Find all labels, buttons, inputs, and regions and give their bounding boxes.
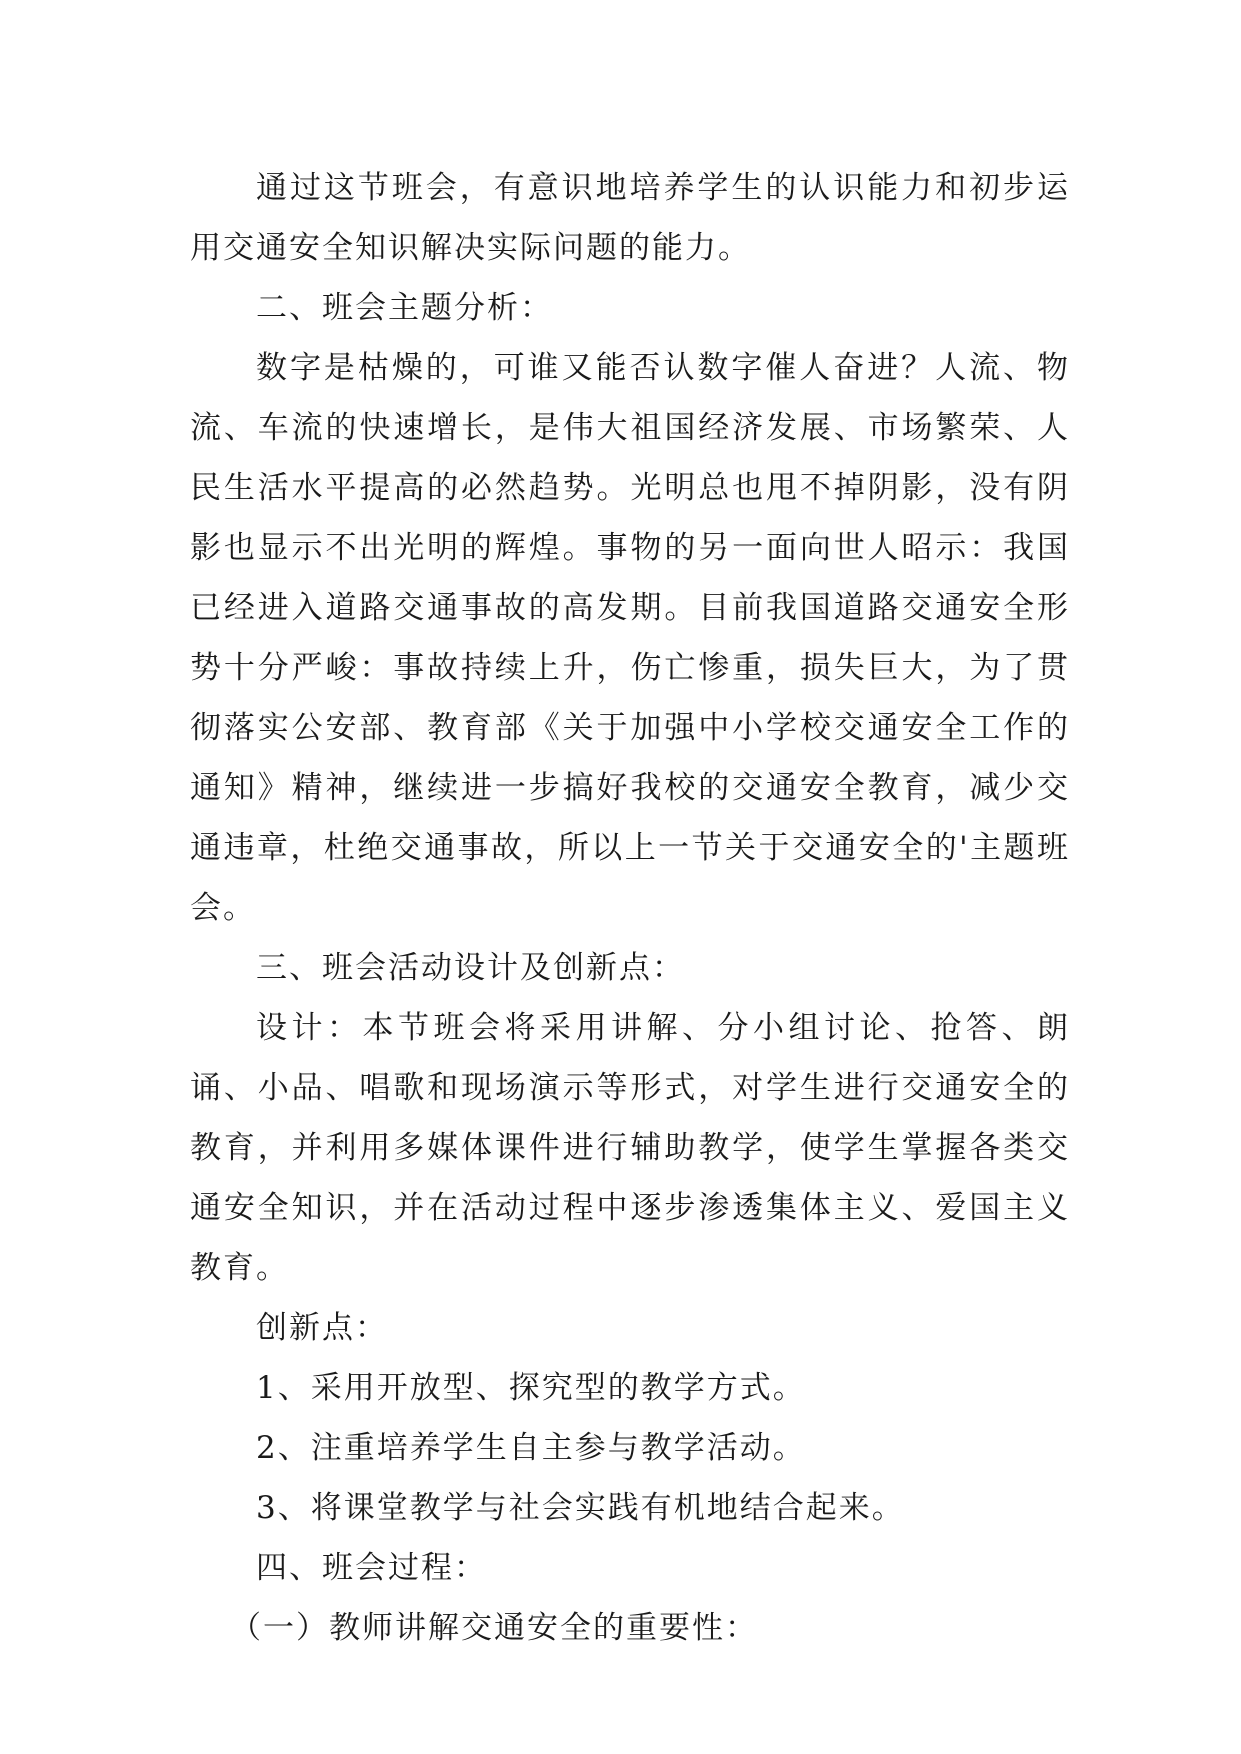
- section-heading-activity-design: 三、班会活动设计及创新点：: [256, 950, 685, 986]
- innovation-item: 1、采用开放型、探究型的教学方式。: [256, 1370, 806, 1406]
- innovation-label: 创新点：: [256, 1310, 388, 1346]
- innovation-item: 3、将课堂教学与社会实践有机地结合起来。: [256, 1490, 905, 1526]
- innovation-item: 2、注重培养学生自主参与教学活动。: [256, 1430, 806, 1466]
- section-heading-theme-analysis: 二、班会主题分析：: [256, 290, 553, 326]
- design-paragraph: 设计：本节班会将采用讲解、分小组讨论、抢答、朗诵、小品、唱歌和现场演示等形式，对学生进行交通安全的教育，并利用多媒体课件进行辅助教学，使学生掌握各类交通安全知识，并在活动过程中逐步渗透集体主义、爱国主义教育。: [190, 1010, 1070, 1286]
- section-heading-process: 四、班会过程：: [256, 1550, 487, 1586]
- subsection-heading-importance: （一）教师讲解交通安全的重要性：: [230, 1610, 758, 1646]
- intro-paragraph: 通过这节班会，有意识地培养学生的认识能力和初步运用交通安全知识解决实际问题的能力。: [190, 170, 1070, 266]
- theme-analysis-paragraph: 数字是枯燥的，可谁又能否认数字催人奋进？人流、物流、车流的快速增长，是伟大祖国经济发展、市场繁荣、人民生活水平提高的必然趋势。光明总也甩不掉阴影，没有阴影也显示不出光明的辉煌。事物的另一面向世人昭示：我国已经进入道路交通事故的高发期。目前我国道路交通安全形势十分严峻：事故持续上升，伤亡惨重，损失巨大，为了贯彻落实公安部、教育部《关于加强中小学校交通安全工作的通知》精神，继续进一步搞好我校的交通安全教育，减少交通违章，杜绝交通事故，所以上一节关于交通安全的'主题班会。: [190, 350, 1070, 926]
- document-body: [190, 158, 1070, 1658]
